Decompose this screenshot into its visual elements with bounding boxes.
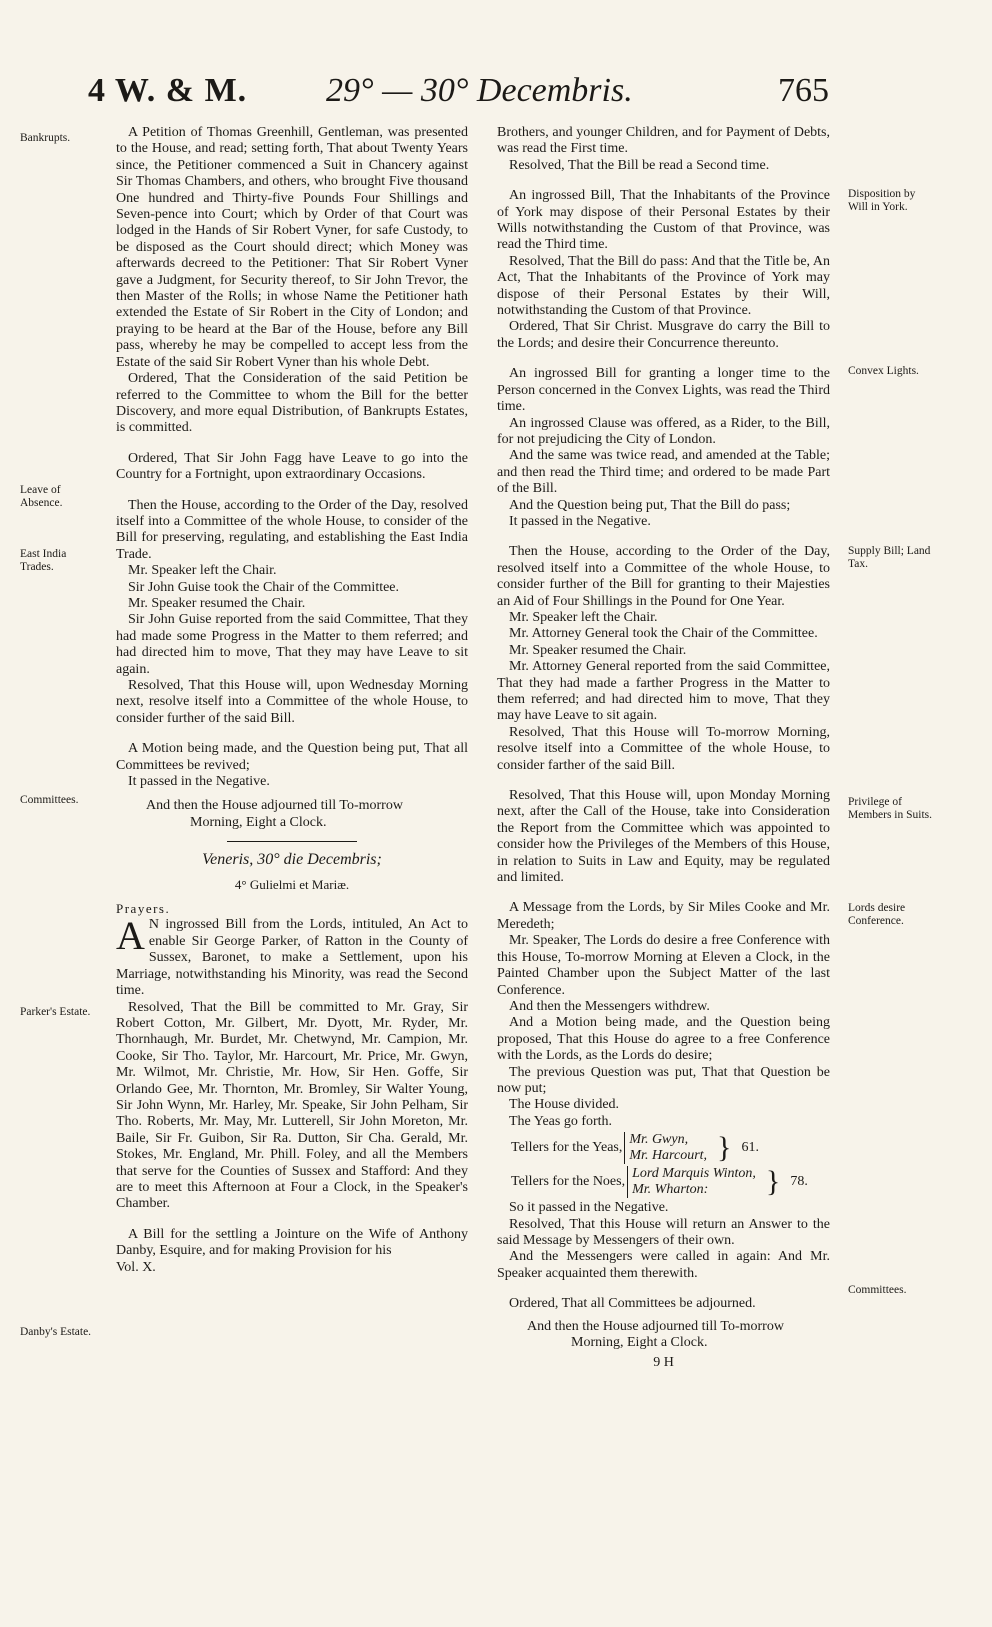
east-india-2: Mr. Speaker left the Chair.	[128, 563, 277, 579]
leave-of-absence: Ordered, That Sir John Fagg have Leave to go into the Country for a Fortnight, upon extraordinary Occasions.	[116, 450, 468, 483]
petition-text: A Petition of Thomas Greenhill, Gentleman, was presented to the House, and read; setting forth, That about Twenty Years since, the Petitioner commenced a Suit in Chancery against Sir Thomas Chambers, and others, who brought Five thousand One hundred and Thirty-five Pounds Four Shillings and Seven-pence into Court; which by Order of that Court was lodged in the Hands of Sir Robert Vyner, for safe Custody, to be disposed as the Court should direct; which Money was afterwards decreed to the Petitioner: That Sir Robert Vyner gave a Judgment, for Security thereof, to Sir John Trevor, the then Master of the Rolls; in whose Name the Petitioner hath extended the Estate of Sir Robert in the City of London; and praying to be heard at the Bar of the House, before any Bill pass, whereby he may be compelled to accept less from the Estate of the said Sir Robert Vyner than his whole Debt.	[116, 125, 468, 370]
after-2: Resolved, That this House will return an Answer to the said Message by Messengers of their own.	[497, 1216, 830, 1248]
lords-3: And then the Messengers withdrew.	[509, 998, 710, 1014]
supply-6: Resolved, That this House will To-morrow Morning, resolve itself into a Committee of the whole House, to consider farther of the said Bill.	[497, 724, 830, 773]
section-rule	[227, 841, 357, 842]
teller-no-1: Lord Marquis Winton,	[632, 1166, 756, 1182]
adjournment-right-2: Morning, Eight a Clock.	[571, 1335, 708, 1350]
convex-2: An ingrossed Clause was offered, as a Rider, to the Bill, for not prejudicing the City of London.	[497, 415, 830, 447]
page-header	[0, 72, 992, 122]
regnal-year: 4 W. & M.	[88, 72, 248, 109]
supply-4: Mr. Speaker resumed the Chair.	[509, 642, 687, 658]
parker-bill	[116, 913, 468, 999]
adjournment-left	[116, 798, 468, 831]
danby-bill: A Bill for the settling a Jointure on the Wife of Anthony Danby, Esquire, and for making Provision for his	[116, 1226, 468, 1259]
east-india-4: Mr. Speaker resumed the Chair.	[128, 595, 306, 611]
supply-3: Mr. Attorney General took the Chair of the Committee.	[509, 626, 818, 642]
yeas-count: 61.	[741, 1139, 759, 1155]
east-india-6: Resolved, That this House will, upon Wednesday Morning next, resolve itself into a Committee of the whole House, to consider further of the said Bill.	[116, 678, 468, 726]
after-3: And the Messengers were called in again: And Mr. Speaker acquainted them therewith.	[497, 1249, 830, 1281]
york-3: Ordered, That Sir Christ. Musgrave do carry the Bill to the Lords; and desire their Concurrence thereunto.	[497, 319, 830, 351]
lords-2: Mr. Speaker, The Lords do desire a free Conference with this House, To-morrow Morning at Eleven a Clock, in the Painted Chamber upon the Subject Matter of the last Conference.	[497, 933, 830, 998]
convex-4: And the Question being put, That the Bill do pass;	[509, 497, 791, 513]
signature-mark: 9 H	[653, 1355, 674, 1371]
day-title: Veneris, 30° die Decembris;	[202, 851, 382, 869]
drop-cap: A	[116, 913, 145, 959]
tellers-yeas	[509, 1132, 830, 1164]
margin-committees-right: Committees.	[848, 1284, 907, 1296]
parker-bill-text: N ingrossed Bill from the Lords, intituled, An Act to enable Sir George Parker, of Ratton in the County of Sussex, Baronet, to make a Settlement, upon his Marriage, notwithstanding his Minority, was read the Second time.	[116, 917, 468, 999]
privilege-resolution: Resolved, That this House will, upon Monday Morning next, after the Call of the House, take into Consideration the Report from the Committee which was appointed to consider how the Privileges of the Members of this House, in relation to Suits in Law and Equity, may be regulated and limited.	[497, 788, 830, 886]
margin-leave: Leave of Absence.	[20, 484, 63, 509]
adjournment-line-2: Morning, Eight a Clock.	[190, 814, 327, 830]
danby-continued: Brothers, and younger Children, and for Payment of Debts, was read the First time.	[497, 125, 830, 157]
margin-privilege: Privilege of Members in Suits.	[848, 796, 933, 821]
east-india-1: Then the House, according to the Order of the Day, resolved itself into a Committee of the whole House, to consider of the Bill for preserving, regulating, and establishing the East India Trade.	[116, 497, 468, 562]
convex-1: An ingrossed Bill for granting a longer time to the Person concerned in the Convex Lights, was read the Third time.	[497, 366, 830, 415]
committees-motion: A Motion being made, and the Question being put, That all Committees be revived;	[116, 741, 468, 773]
lords-6: The House divided.	[509, 1097, 620, 1113]
teller-yea-1: Mr. Gwyn,	[629, 1132, 689, 1148]
east-india-3: Sir John Guise took the Chair of the Committee.	[128, 579, 400, 595]
york-1: An ingrossed Bill, That the Inhabitants of the Province of York may dispose of their Personal Estates by their Wills notwithstanding the Custom of that Province, was read the Third time.	[497, 188, 830, 253]
margin-parker: Parker's Estate.	[20, 1006, 91, 1018]
noes-count: 78.	[790, 1173, 808, 1189]
adjournment-right	[497, 1319, 830, 1352]
tellers-noes	[509, 1166, 830, 1198]
brace-icon: }	[717, 1130, 732, 1164]
margin-convex: Convex Lights.	[848, 365, 919, 377]
tellers-noes-label: Tellers for the Noes,	[511, 1173, 626, 1189]
east-india-5: Sir John Guise reported from the said Committee, That they had made some Progress in the Matter to them referred; and had directed him to move, That they may have Leave to sit again.	[116, 612, 468, 677]
supply-2: Mr. Speaker left the Chair.	[509, 609, 658, 625]
margin-danby: Danby's Estate.	[20, 1326, 92, 1338]
regnal-subtitle: 4° Gulielmi et Mariæ.	[234, 876, 350, 892]
adjournment-line-1: And then the House adjourned till To-morrow	[146, 798, 403, 814]
teller-no-2: Mr. Wharton:	[632, 1182, 709, 1198]
petition-order: Ordered, That the Consideration of the said Petition be referred to the Committee to whom the Bill for the better Discovery, and more equal Distribution, of Bankrupts Estates, is committed.	[116, 371, 468, 436]
lords-7: The Yeas go forth.	[509, 1113, 613, 1129]
margin-committees: Committees.	[20, 794, 79, 806]
york-2: Resolved, That the Bill do pass: And that the Title be, An Act, That the Inhabitants of the Province of York may dispose of their Personal Estates by their Will, notwithstanding the Custom of that Province.	[497, 253, 830, 319]
parker-committee: Resolved, That the Bill be committed to Mr. Gray, Sir Robert Cotton, Mr. Gilbert, Mr. Dyott, Mr. Ryder, Mr. Thornhaugh, Mr. Burdet, Mr. Chetwynd, Mr. Campion, Mr. Cooke, Sir Tho. Taylor, Mr. Harcourt, Mr. Price, Mr. Gwyn, Mr. Wilmot, Mr. Christie, Mr. How, Sir Hen. Goffe, Sir Orlando Gee, Mr. Thornton, Mr. Bromley, Sir Walter Young, Sir John Wynn, Mr. Harley, Mr. Speake, Sir John Pelham, Sir Tho. Roberts, Mr. May, Mr. Lutterell, Sir John Moreton, Mr. Baile, Sir Fr. Guibon, Sir Ra. Dutton, Sir Cha. Gerald, Mr. Stokes, Mr. England, Mr. Phill. Foley, and all the Members that serve for the Counties of Sussex and Stafford: And they are to meet this Afternoon at Four a Clock, in the Speaker's Chamber.	[116, 999, 468, 1212]
committees-adjourned: Ordered, That all Committees be adjourned.	[509, 1296, 756, 1312]
prayers-heading: Prayers.	[116, 901, 171, 917]
tellers-yeas-names	[625, 1132, 709, 1164]
tellers-noes-names	[628, 1166, 758, 1198]
convex-3: And the same was twice read, and amended at the Table; and then read the Third time; and ordered to be made Part of the Bill.	[497, 448, 830, 497]
teller-yea-2: Mr. Harcourt,	[629, 1148, 708, 1164]
margin-disposition: Disposition by Will in York.	[848, 188, 916, 213]
after-1: So it passed in the Negative.	[509, 1200, 669, 1216]
lords-5: The previous Question was put, That that Question be now put;	[497, 1064, 830, 1096]
margin-lords: Lords desire Conference.	[848, 902, 906, 927]
right-column	[497, 125, 830, 1372]
brace-icon: }	[765, 1164, 781, 1198]
left-column	[116, 125, 468, 1276]
date-heading: 29° — 30° Decembris.	[326, 72, 633, 109]
danby-resolved: Resolved, That the Bill be read a Second time.	[509, 157, 770, 173]
margin-bankrupts: Bankrupts.	[20, 132, 71, 144]
tellers-yeas-label: Tellers for the Yeas,	[511, 1139, 623, 1155]
supply-5: Mr. Attorney General reported from the said Committee, That they had made a farther Progress in the Matter to them referred; and had directed him to move, That they may have Leave to sit again.	[497, 659, 830, 724]
page-number: 765	[778, 72, 829, 109]
margin-east-india: East India Trades.	[20, 548, 67, 573]
lords-4: And a Motion being made, and the Question being proposed, That this House do agree to a free Conference with the Lords, as the Lords do desire;	[497, 1015, 830, 1064]
supply-1: Then the House, according to the Order of the Day, resolved itself into a Committee of the whole House, to consider further of the Bill for granting to their Majesties an Aid of Four Shillings in the Pound for One Year.	[497, 544, 830, 609]
convex-5: It passed in the Negative.	[509, 513, 651, 529]
adjournment-right-1: And then the House adjourned till To-morrow	[527, 1318, 784, 1334]
margin-supply: Supply Bill; Land Tax.	[848, 545, 931, 570]
committees-result: It passed in the Negative.	[128, 774, 270, 790]
lords-1: A Message from the Lords, by Sir Miles Cooke and Mr. Meredeth;	[497, 900, 830, 932]
volume-mark: Vol. X.	[116, 1259, 156, 1275]
